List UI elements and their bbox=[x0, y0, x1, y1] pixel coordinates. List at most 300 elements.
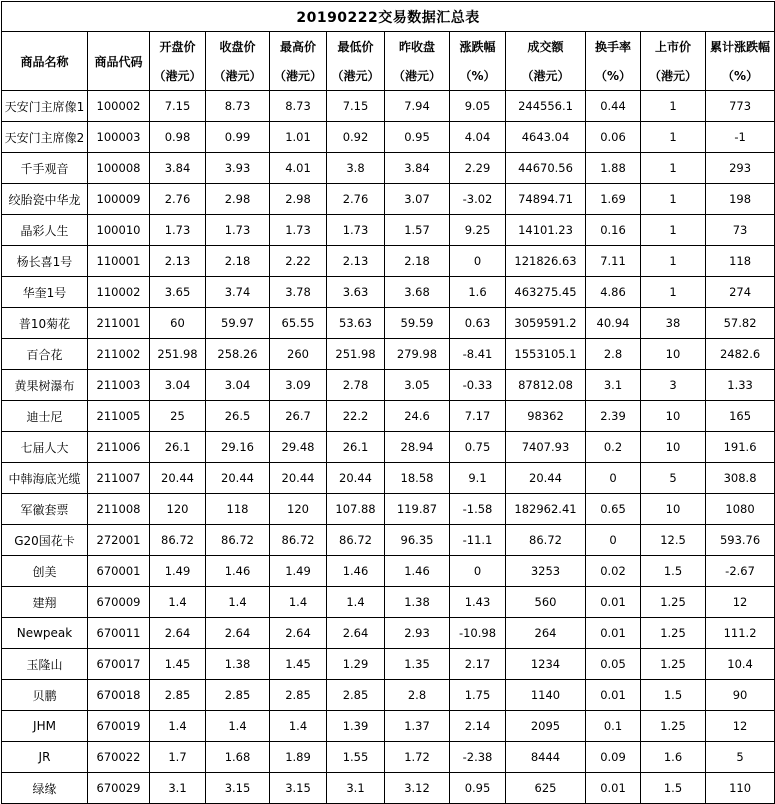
cell-low: 2.85 bbox=[327, 680, 385, 711]
cell-turnover: 244556.1 bbox=[506, 91, 586, 122]
cell-close: 3.04 bbox=[206, 370, 270, 401]
cell-listing-price: 5 bbox=[641, 463, 706, 494]
cell-name: Newpeak bbox=[2, 618, 88, 649]
cell-code: 211003 bbox=[88, 370, 150, 401]
cell-close: 118 bbox=[206, 494, 270, 525]
cell-prev-close: 2.18 bbox=[385, 246, 450, 277]
cell-prev-close: 3.05 bbox=[385, 370, 450, 401]
cell-turnover-rate: 0.06 bbox=[586, 122, 641, 153]
header-turnover-rate: 换手率 bbox=[586, 32, 641, 62]
cell-low: 1.55 bbox=[327, 742, 385, 773]
cell-listing-price: 3 bbox=[641, 370, 706, 401]
cell-change-pct: 0 bbox=[450, 246, 506, 277]
header-unit-turnover: （港元） bbox=[506, 61, 586, 91]
cell-low: 2.64 bbox=[327, 618, 385, 649]
cell-turnover-rate: 0.09 bbox=[586, 742, 641, 773]
cell-low: 53.63 bbox=[327, 308, 385, 339]
cell-turnover: 625 bbox=[506, 773, 586, 804]
cell-low: 3.1 bbox=[327, 773, 385, 804]
cell-listing-price: 1.25 bbox=[641, 618, 706, 649]
cell-name: 玉隆山 bbox=[2, 649, 88, 680]
cell-cumulative-change: 773 bbox=[706, 91, 775, 122]
cell-turnover: 14101.23 bbox=[506, 215, 586, 246]
cell-cumulative-change: 2482.6 bbox=[706, 339, 775, 370]
cell-open: 1.73 bbox=[150, 215, 206, 246]
cell-prev-close: 1.46 bbox=[385, 556, 450, 587]
cell-code: 272001 bbox=[88, 525, 150, 556]
cell-close: 1.4 bbox=[206, 587, 270, 618]
cell-cumulative-change: 593.76 bbox=[706, 525, 775, 556]
cell-turnover: 3059591.2 bbox=[506, 308, 586, 339]
cell-turnover-rate: 0 bbox=[586, 525, 641, 556]
cell-cumulative-change: 1080 bbox=[706, 494, 775, 525]
table-row bbox=[2, 184, 775, 215]
cell-open: 1.45 bbox=[150, 649, 206, 680]
cell-change-pct: -8.41 bbox=[450, 339, 506, 370]
cell-turnover: 4643.04 bbox=[506, 122, 586, 153]
cell-low: 1.46 bbox=[327, 556, 385, 587]
cell-turnover: 87812.08 bbox=[506, 370, 586, 401]
cell-listing-price: 1 bbox=[641, 122, 706, 153]
cell-code: 100003 bbox=[88, 122, 150, 153]
cell-prev-close: 28.94 bbox=[385, 432, 450, 463]
cell-turnover-rate: 0.44 bbox=[586, 91, 641, 122]
table-row bbox=[2, 91, 775, 122]
cell-change-pct: 0.63 bbox=[450, 308, 506, 339]
cell-cumulative-change: 5 bbox=[706, 742, 775, 773]
cell-listing-price: 12.5 bbox=[641, 525, 706, 556]
cell-open: 2.76 bbox=[150, 184, 206, 215]
cell-high: 1.4 bbox=[270, 711, 327, 742]
cell-listing-price: 1.6 bbox=[641, 742, 706, 773]
cell-low: 2.13 bbox=[327, 246, 385, 277]
cell-code: 670019 bbox=[88, 711, 150, 742]
table-row bbox=[2, 618, 775, 649]
cell-low: 1.29 bbox=[327, 649, 385, 680]
cell-turnover: 2095 bbox=[506, 711, 586, 742]
cell-high: 8.73 bbox=[270, 91, 327, 122]
cell-listing-price: 1 bbox=[641, 184, 706, 215]
cell-code: 670029 bbox=[88, 773, 150, 804]
table-row bbox=[2, 494, 775, 525]
cell-close: 20.44 bbox=[206, 463, 270, 494]
cell-cumulative-change: 57.82 bbox=[706, 308, 775, 339]
cell-high: 1.73 bbox=[270, 215, 327, 246]
cell-close: 86.72 bbox=[206, 525, 270, 556]
cell-listing-price: 1.25 bbox=[641, 587, 706, 618]
cell-low: 86.72 bbox=[327, 525, 385, 556]
cell-prev-close: 3.84 bbox=[385, 153, 450, 184]
cell-code: 100009 bbox=[88, 184, 150, 215]
cell-listing-price: 10 bbox=[641, 401, 706, 432]
cell-change-pct: 0.95 bbox=[450, 773, 506, 804]
cell-low: 1.4 bbox=[327, 587, 385, 618]
cell-turnover-rate: 0.2 bbox=[586, 432, 641, 463]
cell-high: 1.49 bbox=[270, 556, 327, 587]
cell-high: 3.09 bbox=[270, 370, 327, 401]
cell-turnover: 7407.93 bbox=[506, 432, 586, 463]
cell-listing-price: 10 bbox=[641, 432, 706, 463]
header-name: 商品名称 bbox=[2, 32, 88, 91]
cell-name: 天安门主席像2 bbox=[2, 122, 88, 153]
cell-name: 杨长喜1号 bbox=[2, 246, 88, 277]
cell-high: 86.72 bbox=[270, 525, 327, 556]
cell-close: 1.38 bbox=[206, 649, 270, 680]
cell-cumulative-change: 110 bbox=[706, 773, 775, 804]
cell-open: 86.72 bbox=[150, 525, 206, 556]
cell-close: 258.26 bbox=[206, 339, 270, 370]
cell-code: 100002 bbox=[88, 91, 150, 122]
cell-close: 8.73 bbox=[206, 91, 270, 122]
cell-close: 59.97 bbox=[206, 308, 270, 339]
header-close: 收盘价 bbox=[206, 32, 270, 62]
cell-turnover-rate: 0 bbox=[586, 463, 641, 494]
cell-cumulative-change: 1.33 bbox=[706, 370, 775, 401]
cell-listing-price: 1 bbox=[641, 153, 706, 184]
cell-turnover-rate: 2.39 bbox=[586, 401, 641, 432]
cell-prev-close: 1.37 bbox=[385, 711, 450, 742]
cell-low: 2.76 bbox=[327, 184, 385, 215]
cell-listing-price: 1 bbox=[641, 215, 706, 246]
cell-listing-price: 10 bbox=[641, 339, 706, 370]
header-unit-turnover-rate: （%） bbox=[586, 61, 641, 91]
header-listing-price: 上市价 bbox=[641, 32, 706, 62]
cell-close: 1.4 bbox=[206, 711, 270, 742]
cell-code: 110001 bbox=[88, 246, 150, 277]
cell-high: 4.01 bbox=[270, 153, 327, 184]
cell-open: 60 bbox=[150, 308, 206, 339]
cell-low: 3.8 bbox=[327, 153, 385, 184]
cell-name: 七届人大 bbox=[2, 432, 88, 463]
cell-cumulative-change: 12 bbox=[706, 711, 775, 742]
cell-open: 3.65 bbox=[150, 277, 206, 308]
cell-close: 3.93 bbox=[206, 153, 270, 184]
cell-change-pct: -0.33 bbox=[450, 370, 506, 401]
cell-code: 670011 bbox=[88, 618, 150, 649]
cell-close: 2.64 bbox=[206, 618, 270, 649]
cell-prev-close: 59.59 bbox=[385, 308, 450, 339]
header-low: 最低价 bbox=[327, 32, 385, 62]
cell-turnover-rate: 0.01 bbox=[586, 587, 641, 618]
cell-code: 211005 bbox=[88, 401, 150, 432]
cell-low: 20.44 bbox=[327, 463, 385, 494]
cell-cumulative-change: -2.67 bbox=[706, 556, 775, 587]
cell-open: 0.98 bbox=[150, 122, 206, 153]
cell-turnover-rate: 7.11 bbox=[586, 246, 641, 277]
cell-change-pct: 4.04 bbox=[450, 122, 506, 153]
cell-close: 0.99 bbox=[206, 122, 270, 153]
cell-change-pct: 7.17 bbox=[450, 401, 506, 432]
header-unit-low: （港元） bbox=[327, 61, 385, 91]
table-row bbox=[2, 153, 775, 184]
cell-high: 260 bbox=[270, 339, 327, 370]
header-turnover: 成交额 bbox=[506, 32, 586, 62]
cell-code: 670018 bbox=[88, 680, 150, 711]
cell-low: 107.88 bbox=[327, 494, 385, 525]
cell-close: 2.98 bbox=[206, 184, 270, 215]
cell-turnover-rate: 0.05 bbox=[586, 649, 641, 680]
cell-cumulative-change: 118 bbox=[706, 246, 775, 277]
cell-name: 黄果树瀑布 bbox=[2, 370, 88, 401]
cell-low: 1.73 bbox=[327, 215, 385, 246]
cell-open: 2.85 bbox=[150, 680, 206, 711]
cell-cumulative-change: 165 bbox=[706, 401, 775, 432]
cell-low: 1.39 bbox=[327, 711, 385, 742]
header-unit-cumulative-change: （%） bbox=[706, 61, 775, 91]
cell-change-pct: 0 bbox=[450, 556, 506, 587]
cell-name: 晶彩人生 bbox=[2, 215, 88, 246]
cell-listing-price: 1.5 bbox=[641, 556, 706, 587]
cell-listing-price: 1.5 bbox=[641, 773, 706, 804]
cell-open: 2.64 bbox=[150, 618, 206, 649]
cell-change-pct: 9.1 bbox=[450, 463, 506, 494]
cell-turnover: 74894.71 bbox=[506, 184, 586, 215]
cell-listing-price: 1 bbox=[641, 246, 706, 277]
cell-cumulative-change: 308.8 bbox=[706, 463, 775, 494]
table-row bbox=[2, 122, 775, 153]
cell-low: 3.63 bbox=[327, 277, 385, 308]
cell-low: 22.2 bbox=[327, 401, 385, 432]
cell-turnover: 463275.45 bbox=[506, 277, 586, 308]
cell-turnover-rate: 1.88 bbox=[586, 153, 641, 184]
table-row bbox=[2, 556, 775, 587]
cell-close: 1.68 bbox=[206, 742, 270, 773]
cell-close: 29.16 bbox=[206, 432, 270, 463]
cell-change-pct: -1.58 bbox=[450, 494, 506, 525]
cell-turnover: 8444 bbox=[506, 742, 586, 773]
table-row bbox=[2, 649, 775, 680]
cell-prev-close: 24.6 bbox=[385, 401, 450, 432]
cell-high: 2.64 bbox=[270, 618, 327, 649]
cell-cumulative-change: 111.2 bbox=[706, 618, 775, 649]
cell-listing-price: 10 bbox=[641, 494, 706, 525]
cell-code: 100008 bbox=[88, 153, 150, 184]
header-unit-high: （港元） bbox=[270, 61, 327, 91]
cell-name: 天安门主席像1 bbox=[2, 91, 88, 122]
cell-turnover: 98362 bbox=[506, 401, 586, 432]
cell-high: 65.55 bbox=[270, 308, 327, 339]
cell-high: 1.45 bbox=[270, 649, 327, 680]
cell-prev-close: 279.98 bbox=[385, 339, 450, 370]
cell-code: 211006 bbox=[88, 432, 150, 463]
cell-prev-close: 1.57 bbox=[385, 215, 450, 246]
cell-open: 3.84 bbox=[150, 153, 206, 184]
cell-close: 1.46 bbox=[206, 556, 270, 587]
cell-open: 1.7 bbox=[150, 742, 206, 773]
cell-high: 2.22 bbox=[270, 246, 327, 277]
header-unit-open: （港元） bbox=[150, 61, 206, 91]
header-code: 商品代码 bbox=[88, 32, 150, 91]
cell-change-pct: -3.02 bbox=[450, 184, 506, 215]
cell-turnover-rate: 0.65 bbox=[586, 494, 641, 525]
cell-change-pct: -11.1 bbox=[450, 525, 506, 556]
cell-low: 7.15 bbox=[327, 91, 385, 122]
trading-summary-table bbox=[1, 1, 775, 804]
cell-open: 3.1 bbox=[150, 773, 206, 804]
cell-turnover-rate: 0.16 bbox=[586, 215, 641, 246]
cell-turnover: 86.72 bbox=[506, 525, 586, 556]
cell-name: G20国花卡 bbox=[2, 525, 88, 556]
cell-turnover-rate: 0.1 bbox=[586, 711, 641, 742]
cell-listing-price: 1.25 bbox=[641, 711, 706, 742]
cell-open: 1.4 bbox=[150, 587, 206, 618]
cell-listing-price: 1.5 bbox=[641, 680, 706, 711]
cell-code: 211002 bbox=[88, 339, 150, 370]
cell-cumulative-change: 293 bbox=[706, 153, 775, 184]
table-row bbox=[2, 680, 775, 711]
cell-turnover: 182962.41 bbox=[506, 494, 586, 525]
cell-cumulative-change: 10.4 bbox=[706, 649, 775, 680]
cell-change-pct: 1.75 bbox=[450, 680, 506, 711]
cell-close: 3.74 bbox=[206, 277, 270, 308]
cell-high: 1.01 bbox=[270, 122, 327, 153]
header-unit-listing-price: （港元） bbox=[641, 61, 706, 91]
table-row bbox=[2, 525, 775, 556]
cell-name: 创美 bbox=[2, 556, 88, 587]
cell-high: 2.85 bbox=[270, 680, 327, 711]
cell-listing-price: 1 bbox=[641, 277, 706, 308]
cell-turnover-rate: 3.1 bbox=[586, 370, 641, 401]
cell-turnover: 121826.63 bbox=[506, 246, 586, 277]
cell-high: 3.15 bbox=[270, 773, 327, 804]
cell-prev-close: 1.35 bbox=[385, 649, 450, 680]
cell-high: 26.7 bbox=[270, 401, 327, 432]
cell-change-pct: 1.43 bbox=[450, 587, 506, 618]
cell-turnover-rate: 0.01 bbox=[586, 680, 641, 711]
cell-change-pct: 1.6 bbox=[450, 277, 506, 308]
cell-code: 110002 bbox=[88, 277, 150, 308]
header-high: 最高价 bbox=[270, 32, 327, 62]
cell-turnover-rate: 40.94 bbox=[586, 308, 641, 339]
cell-low: 26.1 bbox=[327, 432, 385, 463]
cell-turnover-rate: 2.8 bbox=[586, 339, 641, 370]
cell-prev-close: 3.12 bbox=[385, 773, 450, 804]
cell-code: 670017 bbox=[88, 649, 150, 680]
cell-open: 251.98 bbox=[150, 339, 206, 370]
table-row bbox=[2, 308, 775, 339]
cell-cumulative-change: 274 bbox=[706, 277, 775, 308]
cell-high: 1.4 bbox=[270, 587, 327, 618]
cell-prev-close: 96.35 bbox=[385, 525, 450, 556]
table-row bbox=[2, 277, 775, 308]
cell-name: 华奎1号 bbox=[2, 277, 88, 308]
cell-open: 1.4 bbox=[150, 711, 206, 742]
cell-turnover-rate: 1.69 bbox=[586, 184, 641, 215]
cell-change-pct: 0.75 bbox=[450, 432, 506, 463]
cell-name: 贝鹏 bbox=[2, 680, 88, 711]
cell-turnover: 44670.56 bbox=[506, 153, 586, 184]
cell-name: 建翔 bbox=[2, 587, 88, 618]
cell-open: 25 bbox=[150, 401, 206, 432]
cell-turnover: 20.44 bbox=[506, 463, 586, 494]
table-row bbox=[2, 587, 775, 618]
cell-low: 2.78 bbox=[327, 370, 385, 401]
cell-cumulative-change: 12 bbox=[706, 587, 775, 618]
table-row bbox=[2, 463, 775, 494]
cell-high: 1.89 bbox=[270, 742, 327, 773]
cell-change-pct: -2.38 bbox=[450, 742, 506, 773]
header-unit-change-pct: （%） bbox=[450, 61, 506, 91]
cell-close: 1.73 bbox=[206, 215, 270, 246]
cell-listing-price: 38 bbox=[641, 308, 706, 339]
cell-high: 2.98 bbox=[270, 184, 327, 215]
table-row bbox=[2, 711, 775, 742]
cell-close: 3.15 bbox=[206, 773, 270, 804]
cell-change-pct: 9.25 bbox=[450, 215, 506, 246]
cell-high: 3.78 bbox=[270, 277, 327, 308]
cell-listing-price: 1.25 bbox=[641, 649, 706, 680]
cell-turnover: 264 bbox=[506, 618, 586, 649]
header-cumulative-change: 累计涨跌幅 bbox=[706, 32, 775, 62]
table-row bbox=[2, 432, 775, 463]
cell-name: 迪士尼 bbox=[2, 401, 88, 432]
cell-cumulative-change: 73 bbox=[706, 215, 775, 246]
cell-prev-close: 0.95 bbox=[385, 122, 450, 153]
cell-name: 千手观音 bbox=[2, 153, 88, 184]
cell-name: 绞胎瓷中华龙 bbox=[2, 184, 88, 215]
cell-open: 1.49 bbox=[150, 556, 206, 587]
header-open: 开盘价 bbox=[150, 32, 206, 62]
cell-code: 211007 bbox=[88, 463, 150, 494]
header-unit-close: （港元） bbox=[206, 61, 270, 91]
table-row bbox=[2, 742, 775, 773]
header-change-pct: 涨跌幅 bbox=[450, 32, 506, 62]
cell-name: 普10菊花 bbox=[2, 308, 88, 339]
cell-turnover-rate: 0.01 bbox=[586, 618, 641, 649]
cell-change-pct: 2.14 bbox=[450, 711, 506, 742]
cell-high: 20.44 bbox=[270, 463, 327, 494]
cell-name: 绿缘 bbox=[2, 773, 88, 804]
cell-cumulative-change: 191.6 bbox=[706, 432, 775, 463]
cell-prev-close: 3.68 bbox=[385, 277, 450, 308]
cell-low: 251.98 bbox=[327, 339, 385, 370]
cell-code: 211008 bbox=[88, 494, 150, 525]
cell-turnover: 560 bbox=[506, 587, 586, 618]
cell-prev-close: 1.72 bbox=[385, 742, 450, 773]
cell-prev-close: 18.58 bbox=[385, 463, 450, 494]
cell-turnover: 1234 bbox=[506, 649, 586, 680]
cell-change-pct: 2.29 bbox=[450, 153, 506, 184]
header-unit-prev-close: （港元） bbox=[385, 61, 450, 91]
cell-prev-close: 2.8 bbox=[385, 680, 450, 711]
cell-cumulative-change: 90 bbox=[706, 680, 775, 711]
table-row bbox=[2, 370, 775, 401]
header-prev-close: 昨收盘 bbox=[385, 32, 450, 62]
cell-turnover-rate: 0.01 bbox=[586, 773, 641, 804]
cell-cumulative-change: -1 bbox=[706, 122, 775, 153]
cell-prev-close: 3.07 bbox=[385, 184, 450, 215]
cell-prev-close: 2.93 bbox=[385, 618, 450, 649]
cell-prev-close: 1.38 bbox=[385, 587, 450, 618]
table-row bbox=[2, 339, 775, 370]
cell-turnover: 1140 bbox=[506, 680, 586, 711]
cell-high: 120 bbox=[270, 494, 327, 525]
cell-name: 百合花 bbox=[2, 339, 88, 370]
cell-prev-close: 119.87 bbox=[385, 494, 450, 525]
cell-turnover: 1553105.1 bbox=[506, 339, 586, 370]
cell-open: 3.04 bbox=[150, 370, 206, 401]
cell-high: 29.48 bbox=[270, 432, 327, 463]
cell-turnover-rate: 4.86 bbox=[586, 277, 641, 308]
cell-code: 670009 bbox=[88, 587, 150, 618]
cell-name: JR bbox=[2, 742, 88, 773]
cell-change-pct: -10.98 bbox=[450, 618, 506, 649]
cell-code: 670022 bbox=[88, 742, 150, 773]
cell-close: 2.18 bbox=[206, 246, 270, 277]
table-row bbox=[2, 401, 775, 432]
cell-name: JHM bbox=[2, 711, 88, 742]
cell-close: 2.85 bbox=[206, 680, 270, 711]
